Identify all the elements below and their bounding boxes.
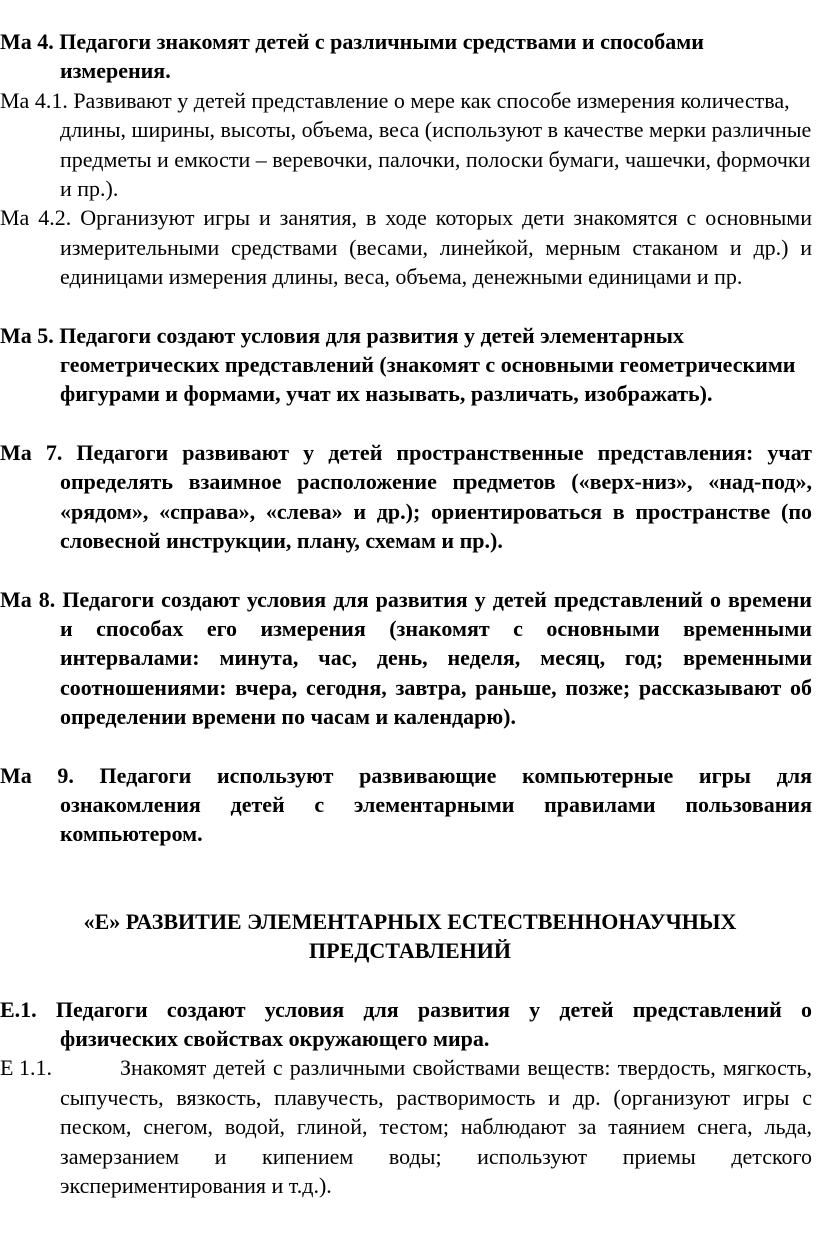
document-page [0, 27, 812, 1200]
paragraph-e1-1-label: Е 1.1. [0, 1055, 52, 1081]
paragraph-ma4-2: Ма 4.2. Организуют игры и занятия, в ходе которых дети знакомятся с основными измерительными средствами (весами, линейкой, мерным стаканом и др.) и единицами измерения длины, веса, объема, денежными единицами и пр. [0, 205, 812, 290]
section-heading-line-1: «Е» РАЗВИТИЕ ЭЛЕМЕНТАРНЫХ ЕСТЕСТВЕННОНАУЧНЫХ [83, 908, 737, 934]
spacer [0, 966, 812, 995]
spacer [0, 732, 812, 761]
paragraph-ma4: Ма 4. Педагоги знакомят детей с различными средствами и способами измерения. [0, 29, 704, 84]
section-heading-line-2: ПРЕДСТАВЛЕНИЙ [309, 938, 511, 964]
spacer [0, 849, 812, 907]
paragraph-ma5: Ма 5. Педагоги создают условия для развития у детей элементарных геометрических представлений (знакомят с основными геометрическими фигурами и формами, учат их называть, различать, изображать). [0, 322, 796, 407]
paragraph-ma9: Ма 9. Педагоги используют развивающие компьютерные игры для ознакомления детей с элементарными правилами пользования компьютером. [0, 762, 812, 847]
paragraph-ma7: Ма 7. Педагоги развивают у детей пространственные представления: учат определять взаимное расположение предметов («верх-низ», «над-под», «рядом», «справа», «слева» и др.); ориентироваться в пространстве (по словесной инструкции, плану, схемам и пр.). [0, 439, 812, 554]
spacer [0, 292, 812, 321]
paragraph-e1-1-text: Знакомят детей с различными свойствами веществ: твердость, мягкость, сыпучесть, вязкость, плавучесть, растворимость и др. (организуют игры с песком, снегом, водой, глиной, тестом; наблюдают за таянием снега, льда, замерзанием и кипением воды; используют приемы детского экспериментирования и т.д.). [60, 1055, 812, 1198]
paragraph-ma4-1: Ма 4.1. Развивают у детей представление о мере как способе измерения количества, длины, ширины, высоты, объема, веса (используют в качестве мерки различные предметы и емкости – веревочки, палочки, полоски бумаги, чашечки, формочки и пр.). [0, 87, 812, 202]
paragraph-e1: Е.1. Педагоги создают условия для развития у детей представлений о физических свойствах окружающего мира. [0, 996, 812, 1051]
paragraph-ma8: Ма 8. Педагоги создают условия для развития у детей представлений о времени и способах его измерения (знакомят с основными временными интервалами: минута, час, день, неделя, месяц, год; временными соотношениями: вчера, сегодня, завтра, раньше, позже; рассказывают об определении времени по часам и календарю). [0, 586, 812, 730]
spacer [0, 409, 812, 438]
paragraph-e1-1 [0, 1053, 812, 1200]
spacer [0, 556, 812, 585]
